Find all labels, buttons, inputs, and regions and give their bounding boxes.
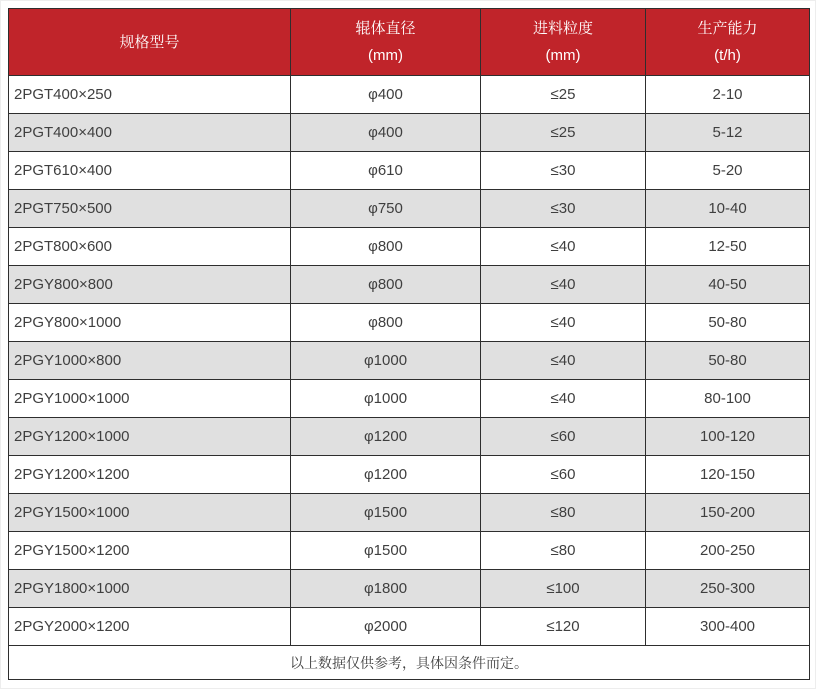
table-row	[9, 380, 810, 418]
cell-model: 2PGY2000×1200	[9, 608, 291, 646]
table-row	[9, 494, 810, 532]
cell-roller-diameter: φ1200	[291, 456, 481, 494]
column-unit: (mm)	[545, 47, 581, 64]
column-unit: (mm)	[368, 47, 403, 64]
cell-feed-size: ≤80	[481, 532, 646, 570]
cell-roller-diameter: φ1800	[291, 570, 481, 608]
cell-capacity: 40-50	[646, 266, 810, 304]
cell-roller-diameter: φ610	[291, 152, 481, 190]
cell-roller-diameter: φ800	[291, 304, 481, 342]
cell-roller-diameter: φ1000	[291, 380, 481, 418]
table-row	[9, 342, 810, 380]
column-header-feed-size	[481, 9, 646, 76]
cell-model: 2PGT750×500	[9, 190, 291, 228]
column-title: 生产能力	[697, 20, 758, 37]
cell-capacity: 120-150	[646, 456, 810, 494]
cell-roller-diameter: φ1200	[291, 418, 481, 456]
cell-roller-diameter: φ1500	[291, 532, 481, 570]
cell-capacity: 150-200	[646, 494, 810, 532]
cell-roller-diameter: φ750	[291, 190, 481, 228]
cell-roller-diameter: φ800	[291, 228, 481, 266]
cell-capacity: 250-300	[646, 570, 810, 608]
column-title: 进料粒度	[532, 20, 593, 37]
table-header	[9, 9, 810, 76]
cell-model: 2PGY1000×800	[9, 342, 291, 380]
table-body	[9, 76, 810, 646]
cell-feed-size: ≤40	[481, 228, 646, 266]
table-row	[9, 304, 810, 342]
column-title: 规格型号	[119, 33, 180, 51]
cell-feed-size: ≤25	[481, 76, 646, 114]
cell-capacity: 80-100	[646, 380, 810, 418]
cell-feed-size: ≤40	[481, 342, 646, 380]
table-row	[9, 228, 810, 266]
cell-model: 2PGY1800×1000	[9, 570, 291, 608]
table-row	[9, 532, 810, 570]
cell-model: 2PGY1200×1000	[9, 418, 291, 456]
cell-feed-size: ≤60	[481, 418, 646, 456]
cell-model: 2PGY800×1000	[9, 304, 291, 342]
cell-capacity: 300-400	[646, 608, 810, 646]
cell-capacity: 2-10	[646, 76, 810, 114]
table-footer	[9, 646, 810, 680]
table-row	[9, 152, 810, 190]
column-unit: (t/h)	[714, 47, 741, 64]
cell-capacity: 12-50	[646, 228, 810, 266]
cell-model: 2PGY1200×1200	[9, 456, 291, 494]
cell-feed-size: ≤30	[481, 152, 646, 190]
column-header-model	[9, 9, 291, 76]
table-row	[9, 190, 810, 228]
cell-capacity: 200-250	[646, 532, 810, 570]
header-row	[9, 9, 810, 76]
table-row	[9, 570, 810, 608]
cell-feed-size: ≤60	[481, 456, 646, 494]
cell-feed-size: ≤120	[481, 608, 646, 646]
table-row	[9, 456, 810, 494]
table-row	[9, 114, 810, 152]
cell-capacity: 100-120	[646, 418, 810, 456]
table-row	[9, 76, 810, 114]
cell-capacity: 5-12	[646, 114, 810, 152]
cell-roller-diameter: φ1000	[291, 342, 481, 380]
cell-model: 2PGT400×250	[9, 76, 291, 114]
footnote-row	[9, 646, 810, 680]
spec-table	[8, 8, 810, 680]
cell-model: 2PGT800×600	[9, 228, 291, 266]
table-row	[9, 608, 810, 646]
cell-feed-size: ≤40	[481, 380, 646, 418]
cell-feed-size: ≤80	[481, 494, 646, 532]
table-footnote: 以上数据仅供参考，具体因条件而定。	[9, 646, 810, 680]
cell-model: 2PGY1500×1200	[9, 532, 291, 570]
cell-model: 2PGY1000×1000	[9, 380, 291, 418]
column-header-roller-diameter	[291, 9, 481, 76]
cell-model: 2PGY800×800	[9, 266, 291, 304]
cell-model: 2PGT610×400	[9, 152, 291, 190]
cell-capacity: 5-20	[646, 152, 810, 190]
column-header-capacity	[646, 9, 810, 76]
cell-capacity: 10-40	[646, 190, 810, 228]
cell-feed-size: ≤100	[481, 570, 646, 608]
cell-feed-size: ≤25	[481, 114, 646, 152]
cell-roller-diameter: φ1500	[291, 494, 481, 532]
cell-model: 2PGT400×400	[9, 114, 291, 152]
cell-capacity: 50-80	[646, 304, 810, 342]
cell-feed-size: ≤40	[481, 304, 646, 342]
cell-feed-size: ≤40	[481, 266, 646, 304]
column-title: 辊体直径	[355, 20, 416, 37]
cell-roller-diameter: φ800	[291, 266, 481, 304]
cell-roller-diameter: φ2000	[291, 608, 481, 646]
cell-roller-diameter: φ400	[291, 114, 481, 152]
cell-capacity: 50-80	[646, 342, 810, 380]
cell-feed-size: ≤30	[481, 190, 646, 228]
table-row	[9, 418, 810, 456]
cell-model: 2PGY1500×1000	[9, 494, 291, 532]
table-row	[9, 266, 810, 304]
cell-roller-diameter: φ400	[291, 76, 481, 114]
